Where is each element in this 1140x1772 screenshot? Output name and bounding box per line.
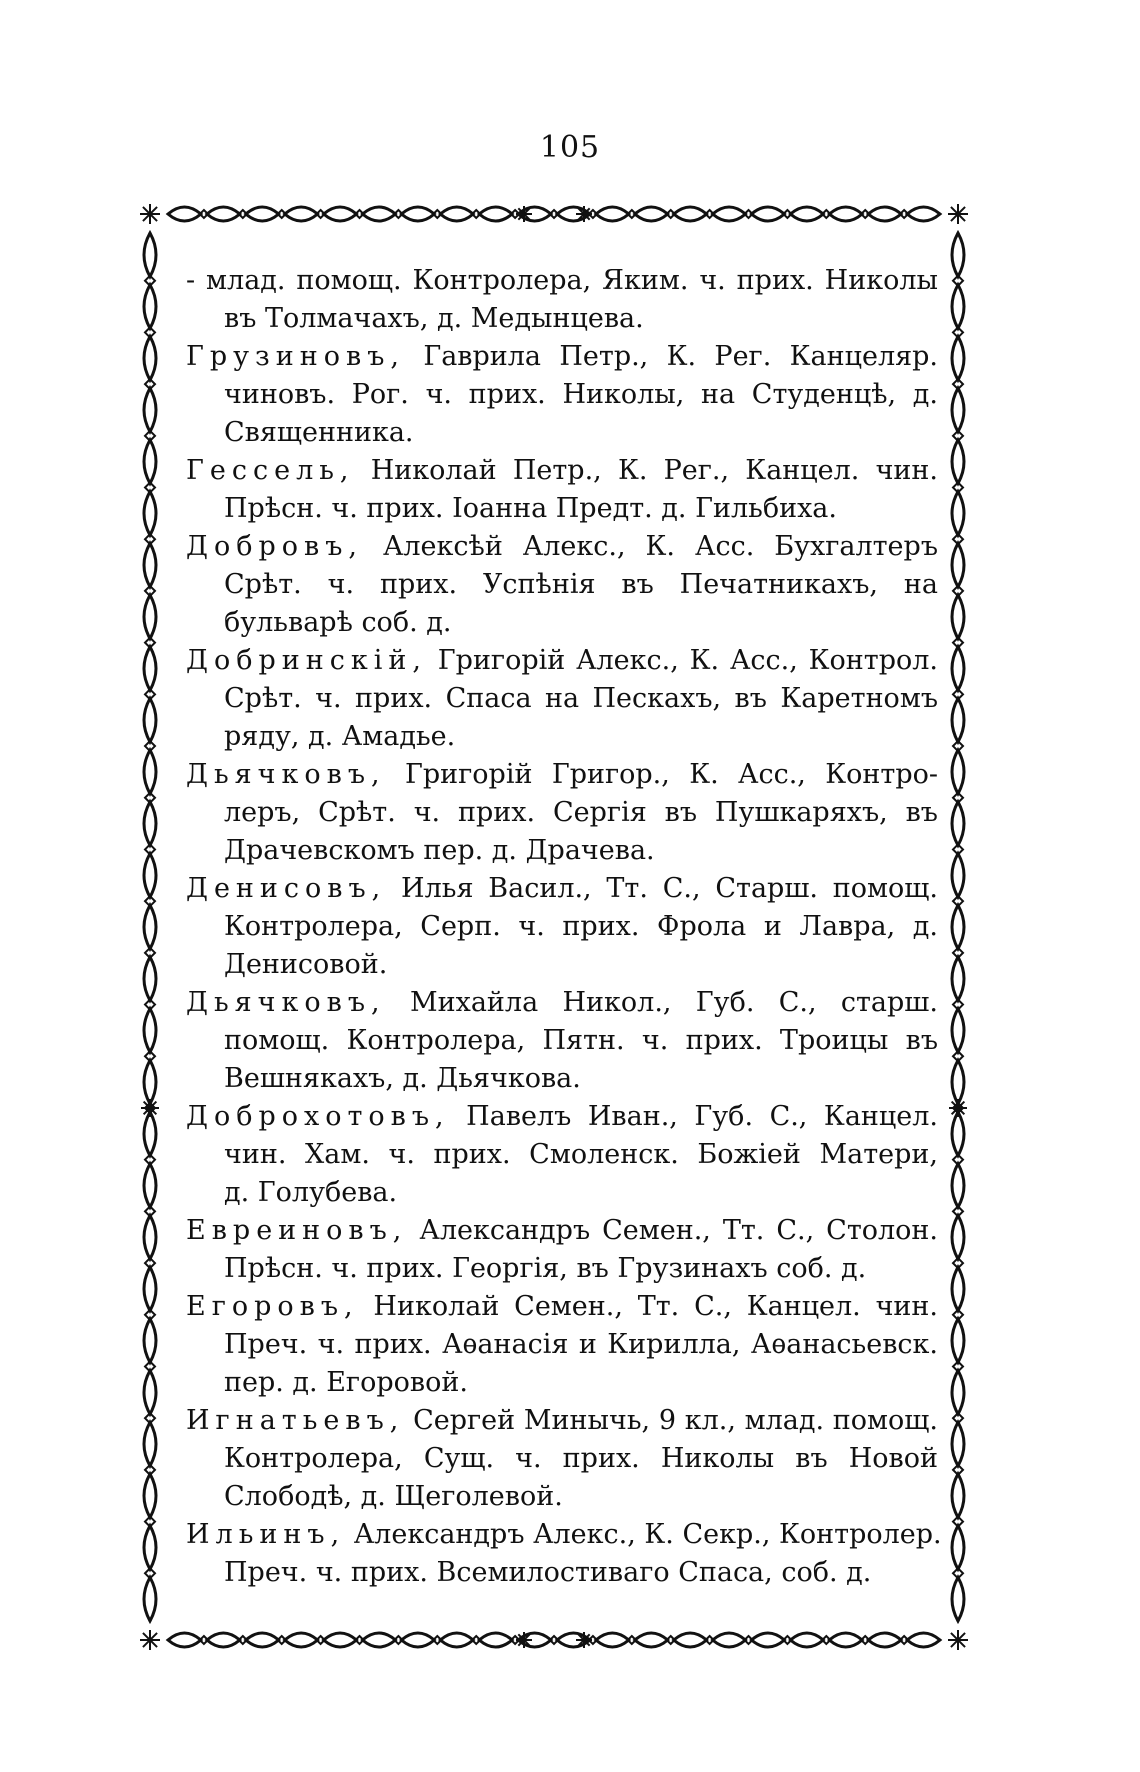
entry-text: Вешнякахъ, д. Дьячкова. xyxy=(224,1063,581,1094)
entry-text: въ Толмачахъ, д. Медынцева. xyxy=(224,303,644,334)
entry-line xyxy=(186,1098,938,1136)
entry-text: Срѣт. ч. прих. Спаса на Пескахъ, въ Каретномъ xyxy=(224,683,938,714)
entry-line xyxy=(188,1022,938,1060)
entry-text: Гаврила Петр., К. Рег. Канцеляр. xyxy=(404,341,938,372)
entry-line xyxy=(188,414,938,452)
entry-text: Контролера, Сущ. ч. прих. Николы въ Новой xyxy=(224,1443,938,1474)
entry-text: Преч. ч. прих. Аѳанасія и Кирилла, Аѳанасьевск. xyxy=(224,1329,938,1360)
entry-line xyxy=(188,490,938,528)
register-entry xyxy=(188,756,938,870)
entry-line xyxy=(188,1060,938,1098)
register-entry xyxy=(188,452,938,528)
entry-text: Контролера, Серп. ч. прих. Фрола и Лавра, д. xyxy=(224,911,938,942)
entry-line xyxy=(188,1174,938,1212)
entry-text: Николай Петр., К. Рег., Канцел. чин. xyxy=(354,455,938,486)
entry-surname: Денисовъ, xyxy=(186,873,387,904)
entry-line xyxy=(186,1402,938,1440)
entry-surname: Добровъ, xyxy=(186,531,363,562)
entry-text: Прѣсн. ч. прих. Георгія, въ Грузинахъ соб. д. xyxy=(224,1253,867,1284)
border-top xyxy=(168,206,940,222)
entry-text: д. Голубева. xyxy=(224,1177,398,1208)
register-entry xyxy=(188,1402,938,1516)
entry-surname: Ильинъ, xyxy=(186,1519,346,1550)
entry-line xyxy=(188,1250,938,1288)
entry-text: Григорій Алекс., К. Асс., Контрол. xyxy=(426,645,938,676)
entry-line xyxy=(186,452,938,490)
entry-line xyxy=(186,1516,942,1554)
entry-text: чиновъ. Рог. ч. прих. Николы, на Студенцѣ, д. xyxy=(224,379,938,410)
entry-text: Григорій Григор., К. Асс., Контро- xyxy=(385,759,938,790)
entry-text: Алексѣй Алекс., К. Асс. Бухгалтеръ xyxy=(362,531,938,562)
register-entry xyxy=(188,528,938,642)
entry-line xyxy=(188,832,938,870)
entry-text: - млад. помощ. Контролера, Яким. ч. прих. Николы xyxy=(186,265,938,296)
entry-line xyxy=(186,338,938,376)
entry-line xyxy=(186,984,938,1022)
entry-text: Прѣсн. ч. прих. Іоанна Предт. д. Гильбиха. xyxy=(224,493,837,524)
entry-line xyxy=(188,1554,938,1592)
register-entries xyxy=(186,262,942,1592)
entry-line xyxy=(188,604,938,642)
entry-line xyxy=(186,1288,938,1326)
entry-line xyxy=(186,1212,938,1250)
entry-line xyxy=(188,794,938,832)
entry-line xyxy=(186,528,938,566)
entry-line xyxy=(186,870,938,908)
entry-text: бульварѣ соб. д. xyxy=(224,607,452,638)
register-entry xyxy=(186,1516,942,1592)
border-left xyxy=(141,233,159,1621)
entry-text: Михайла Никол., Губ. С., старш. xyxy=(385,987,938,1018)
register-entry xyxy=(188,984,938,1098)
entry-text: Павелъ Иван., Губ. С., Канцел. xyxy=(449,1101,938,1132)
entry-line xyxy=(188,1364,938,1402)
page-number: 105 xyxy=(539,130,601,165)
entry-surname: Доброхотовъ, xyxy=(186,1101,450,1132)
entry-line xyxy=(188,1136,938,1174)
entry-text: леръ, Срѣт. ч. прих. Сергія въ Пушкаряхъ, въ xyxy=(224,797,938,828)
entry-surname: Дьячковъ, xyxy=(186,759,386,790)
entry-line xyxy=(188,680,938,718)
entry-text: Александръ Алекс., К. Секр., Контролер. xyxy=(345,1519,942,1550)
entry-text: Слободѣ, д. Щеголевой. xyxy=(224,1481,563,1512)
entry-line xyxy=(188,1326,938,1364)
entry-surname: Гессель, xyxy=(186,455,355,486)
entry-line xyxy=(186,262,938,300)
entry-surname: Дьячковъ, xyxy=(186,987,386,1018)
entry-text: Илья Васил., Тт. С., Старш. помощ. xyxy=(386,873,938,904)
border-bottom xyxy=(168,1632,940,1648)
entry-surname: Игнатьевъ, xyxy=(186,1405,405,1436)
entry-text: чин. Хам. ч. прих. Смоленск. Божіей Матери, xyxy=(224,1139,938,1170)
entry-surname: Егоровъ, xyxy=(186,1291,359,1322)
entry-text: Преч. ч. прих. Всемилостиваго Спаса, соб. д. xyxy=(224,1557,872,1588)
register-entry xyxy=(188,1212,938,1288)
entry-line xyxy=(188,946,938,984)
entry-text: Николай Семен., Тт. С., Канцел. чин. xyxy=(358,1291,938,1322)
entry-surname: Евреиновъ, xyxy=(186,1215,408,1246)
entry-text: пер. д. Егоровой. xyxy=(224,1367,468,1398)
entry-text: Священника. xyxy=(224,417,414,448)
entry-line xyxy=(188,300,938,338)
register-entry xyxy=(188,642,938,756)
entry-text: помощ. Контролера, Пятн. ч. прих. Троицы въ xyxy=(224,1025,938,1056)
entry-text: Денисовой. xyxy=(224,949,388,980)
entry-text: Драчевскомъ пер. д. Драчева. xyxy=(224,835,655,866)
entry-surname: Грузиновъ, xyxy=(186,341,405,372)
register-entry xyxy=(188,1098,938,1212)
entry-text: Сергей Минычь, 9 кл., млад. помощ. xyxy=(404,1405,938,1436)
register-entry xyxy=(188,338,938,452)
entry-surname: Добринскій, xyxy=(186,645,427,676)
entry-line xyxy=(188,1478,938,1516)
entry-line xyxy=(188,376,938,414)
entry-line xyxy=(188,1440,938,1478)
border-right xyxy=(949,233,967,1621)
entry-line xyxy=(186,642,938,680)
register-entry xyxy=(188,1288,938,1402)
entry-line xyxy=(188,718,938,756)
entry-line xyxy=(188,566,938,604)
register-entry xyxy=(188,870,938,984)
entry-line xyxy=(186,756,938,794)
entry-line xyxy=(188,908,938,946)
entry-text: Срѣт. ч. прих. Успѣнія въ Печатникахъ, на xyxy=(224,569,938,600)
register-entry xyxy=(188,262,938,338)
entry-text: ряду, д. Амадье. xyxy=(224,721,456,752)
entry-text: Александръ Семен., Тт. С., Столон. xyxy=(407,1215,938,1246)
